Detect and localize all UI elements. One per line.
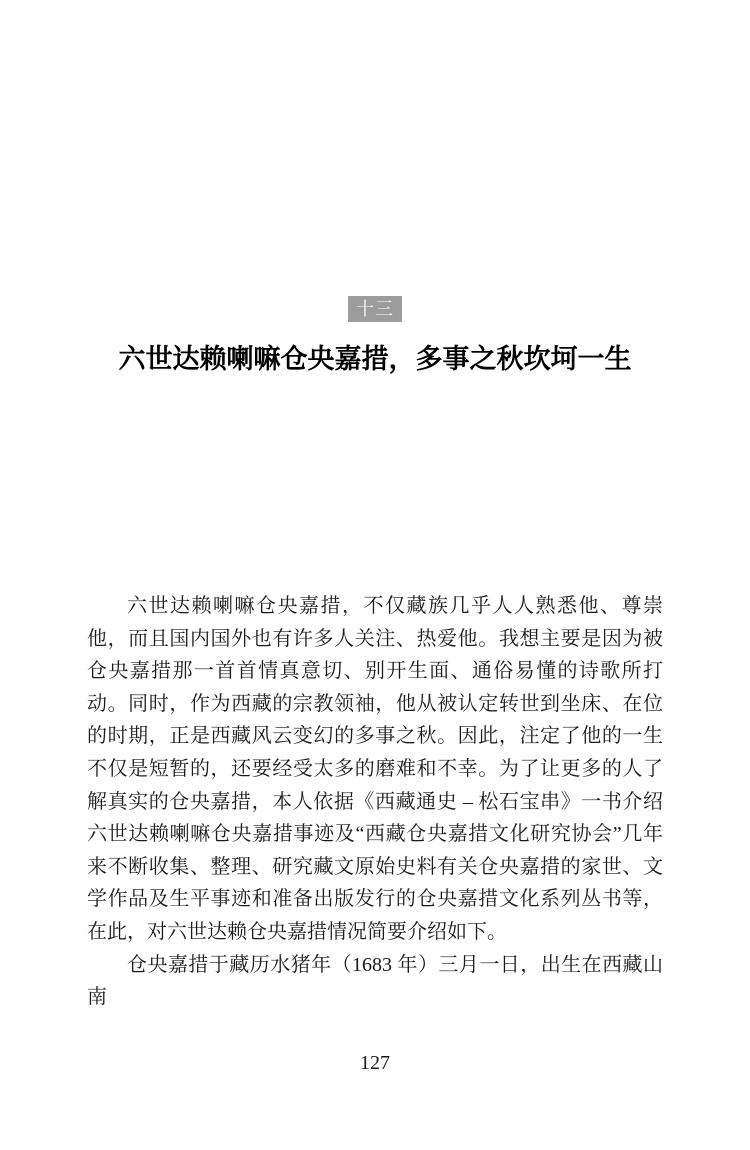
chapter-number-badge: 十三 [348,296,402,322]
chapter-title: 六世达赖喇嘛仓央嘉措，多事之秋坎坷一生 [118,344,632,374]
page-number: 127 [360,1052,390,1074]
body-text [87,590,663,1014]
body-paragraph: 六世达赖喇嘛仓央嘉措，不仅藏族几乎人人熟悉他、尊崇他，而且国内国外也有许多人关注、热爱他。我想主要是因为被仓央嘉措那一首首情真意切、别开生面、通俗易懂的诗歌所打动。同时，作为西藏的宗教领袖，他从被认定转世到坐床、在位的时期，正是西藏风云变幻的多事之秋。因此，注定了他的一生不仅是短暂的，还要经受太多的磨难和不幸。为了让更多的人了解真实的仓央嘉措，本人依据《西藏通史 – 松石宝串》一书介绍六世达赖喇嘛仓央嘉措事迹及“西藏仓央嘉措文化研究协会”几年来不断收集、整理、研究藏文原始史料有关仓央嘉措的家世、文学作品及生平事迹和准备出版发行的仓央嘉措文化系列丛书等，在此，对六世达赖仓央嘉措情况简要介绍如下。 [87,595,663,943]
body-paragraph: 仓央嘉措于藏历水猪年（1683 年）三月一日，出生在西藏山南 [87,953,663,1009]
